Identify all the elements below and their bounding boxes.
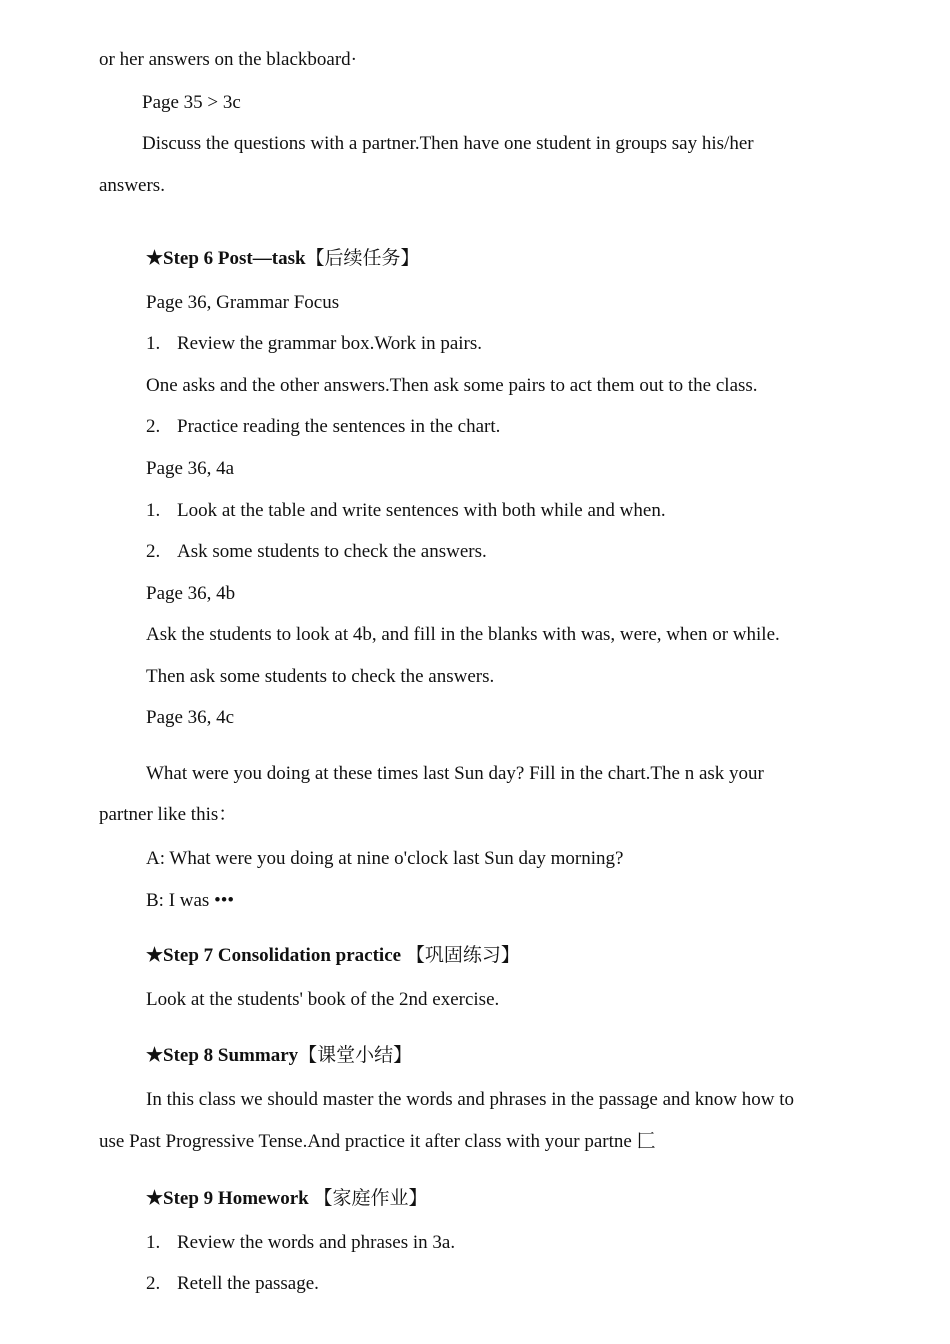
step6-heading [146,247,420,271]
list-number: 2. [146,1273,161,1294]
page35-instruction-line2: answers. [99,175,165,196]
step9-heading [146,1187,427,1211]
page36-4c-reference: Page 36, 4c [146,707,235,728]
list-item [146,540,487,564]
list-text: Retell the passage. [177,1273,319,1294]
page36-4a-reference: Page 36, 4a [146,458,235,479]
step8-text-line2: use Past Progressive Tense.And practice it after class with your partne 匚 [99,1131,656,1152]
list-item [146,415,500,439]
step8-text-line1: In this class we should master the words and phrases in the passage and know how to [146,1089,794,1110]
step6-title: ★Step 6 Post—task [146,248,306,269]
list-item [146,499,666,523]
list-text: Practice reading the sentences in the chart. [177,416,501,437]
step8-title: ★Step 8 Summary [146,1045,299,1066]
grammar-focus-reference: Page 36, Grammar Focus [146,292,340,313]
step8-tag: 【课堂小结】 [298,1045,413,1066]
page35-instruction-line1: Discuss the questions with a partner.Then have one student in groups say his/her [142,133,754,154]
list-text: Review the grammar box.Work in pairs. [177,333,483,354]
list-number: 1. [146,333,161,354]
step9-tag: 【家庭作业】 [313,1188,428,1209]
step7-tag: 【巩固练习】 [405,945,520,966]
page36-4b-instruction-line2: Then ask some students to check the answers. [146,666,495,687]
step8-heading [146,1044,412,1068]
list-text: Ask some students to check the answers. [177,541,487,562]
step6-tag: 【后续任务】 [305,248,420,269]
list-number: 1. [146,500,161,521]
list-number: 2. [146,416,161,437]
list-text: Review the words and phrases in 3a. [177,1232,456,1253]
intro-continuation: or her answers on the blackboard· [99,49,357,70]
list-number: 2. [146,541,161,562]
step7-title: ★Step 7 Consolidation practice [146,945,402,966]
list-text: Look at the table and write sentences with both while and when. [177,500,666,521]
page35-reference: Page 35 > 3c [142,92,241,113]
page36-4c-instruction-line2: partner like this： [99,804,238,825]
step9-title: ★Step 9 Homework [146,1188,309,1209]
page36-4b-instruction-line1: Ask the students to look at 4b, and fill in the blanks with was, were, when or while. [146,624,780,645]
dialog-line-b: B: I was ••• [146,890,235,911]
dialog-line-a: A: What were you doing at nine o'clock last Sun day morning? [146,848,624,869]
step7-text: Look at the students' book of the 2nd exercise. [146,989,500,1010]
list-item [146,1272,319,1296]
list-number: 1. [146,1232,161,1253]
list-item [146,332,482,356]
list-item [146,1231,455,1255]
step7-heading [146,944,520,968]
grammar-focus-note: One asks and the other answers.Then ask some pairs to act them out to the class. [146,375,758,396]
page36-4c-instruction-line1: What were you doing at these times last Sun day? Fill in the chart.The n ask your [146,763,764,784]
page36-4b-reference: Page 36, 4b [146,583,236,604]
